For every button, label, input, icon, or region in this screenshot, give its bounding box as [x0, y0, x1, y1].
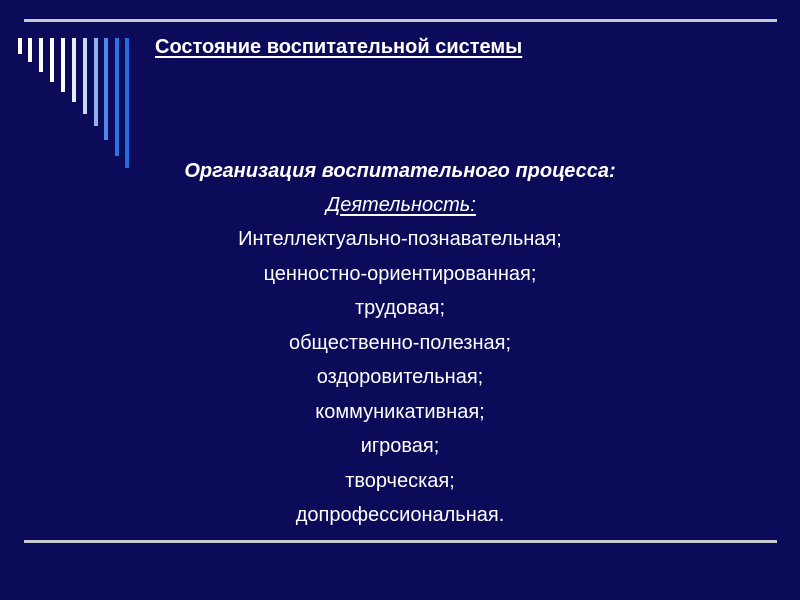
section-subtitle: Организация воспитательного процесса:	[184, 160, 616, 182]
list-item: ценностно-ориентированная;	[263, 262, 537, 285]
bottom-divider-line	[24, 540, 777, 543]
activity-list	[0, 222, 800, 533]
activity-label: Деятельность:	[326, 194, 476, 216]
list-item: коммуникативная;	[315, 400, 485, 423]
list-item: оздоровительная;	[316, 366, 484, 388]
list-item: Интеллектуально-познавательная;	[238, 228, 562, 250]
slide-title: Состояние воспитательной системы	[155, 36, 523, 58]
list-item: допрофессиональная.	[295, 504, 505, 526]
list-item: игровая;	[360, 435, 440, 457]
slide-content	[0, 154, 800, 533]
list-item: творческая;	[345, 469, 455, 492]
list-item: трудовая;	[354, 297, 446, 319]
list-item: общественно-полезная;	[288, 331, 512, 354]
decorative-stripes-icon	[0, 0, 140, 170]
